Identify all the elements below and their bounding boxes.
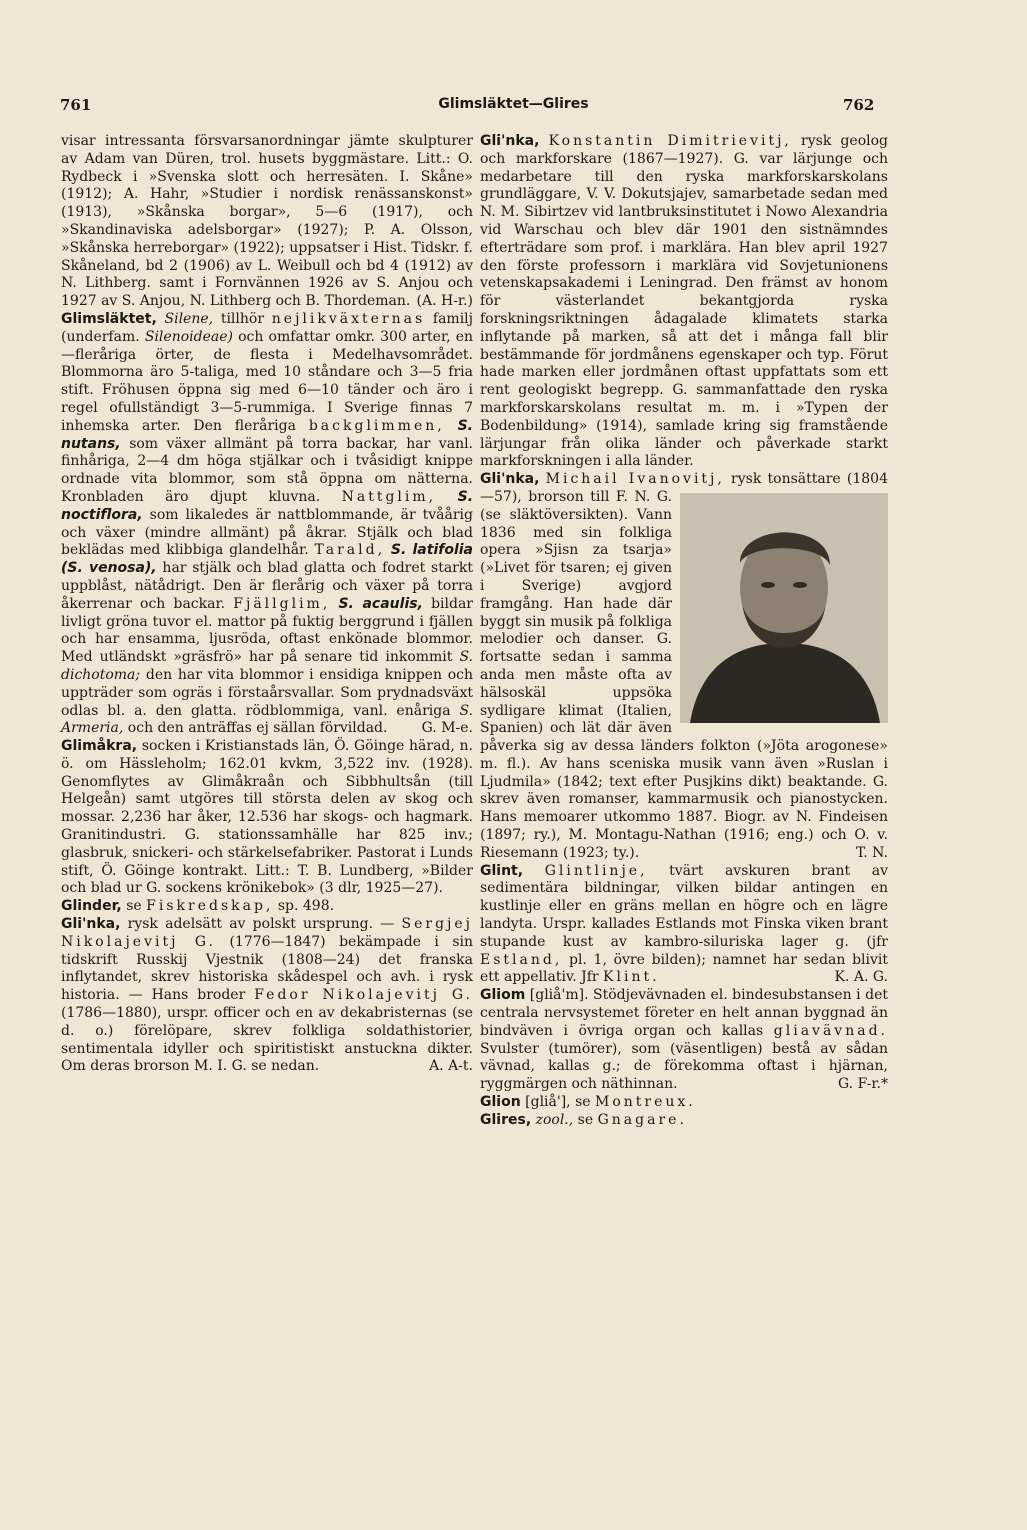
entry-glimakra: Glimåkra, socken i Kristianstads län, Ö. Göinge härad, n. ö. om Hässleholm; 162.01 kvkm, 3,522 inv. (1928). Genomflytes av Glimåkraån och Sibbhultsån (till Helgeån) samt utgöres till största delen av skog och mossar. 2,236 har åker, 12.536 har skogs- och hagmark. Granitindustri. G. stationssamhälle har 825 inv.; glasbruk, snickeri- och stärkelsefabriker. Pastorat i Lunds stift, Ö. Göinge kontrakt. Litt.: T. B. Lundberg, »Bilder och blad ur G. sockens krönikebok» (3 dlr, 1925—27). (61, 738, 473, 897)
entry-glint: Glint, Glintlinje, tvärt avskuren brant av sedimentära bildningar, vilken bildar antingen en kustlinje eller en gräns mellan en högre och en lägre landyta. Urspr. kallades Estlands mot Finska viken brant stupande kust av kambro-siluriska lager g. (jfr Estland, pl. 1, övre bilden); namnet har sedan blivit ett appellativ. Jfr Klint. K. A. G. (480, 862, 889, 986)
signature: (A. H-r.) (416, 293, 473, 310)
entry-gliom: Gliom [gliå'm]. Stödjevävnaden el. bindesubstansen i det centrala nervsystemet företer en helt annan byggnad än bindväven i övriga organ och kallas gliavävnad. Svulster (tumörer), som (väsentligen) bestå av sådan vävnad, kallas g.; de förekomma oftast i hjärnan, ryggmärgen och näthinnan. G. F-r.* (480, 987, 888, 1093)
entry-continuation: visar intressanta försvarsanordningar jämte skulpturer av Adam van Düren, trol. husets byggmästare. Litt.: O. Rydbeck i »Svenska slott och herresäten. I. Skåne» (1912); A. Hahr, »Studier i nordisk renässanskonst» (1913), »Skånska borgar», 5—6 (1917), och »Skandinaviska adelsborgar» (1927); P. A. Olsson, »Skånska herreborgar» (1922); uppsatser i Hist. Tidskr. f. Skåneland, bd 2 (1906) av L. Weibull och bd 4 (1912) av N. Lithberg. samt i Fornvännen 1926 av S. Anjou och 1927 av S. Anjou, N. Lithberg och B. Thordeman. (A. H-r.) (61, 133, 473, 310)
signature: A. A-t. (429, 1058, 473, 1075)
entry-glinka-konstantin: Gli'nka, Konstantin Dimitrievitj, rysk geolog och markforskare (1867—1927). G. var lärjunge och medarbetare till den ryska markforskarskolans grundläggare, V. V. Dokutsjajev, samarbetade sedan med N. M. Sibirtzev vid lantbruksinstitutet i Nowo Alexandria vid Warschau och blev där 1901 den sistnämndes efterträdare som prof. i marklära. Han blev april 1927 den förste professorn i marklära vid Sovjetunionens vetenskapsakademi i Leningrad. Den främst av honom för västerlandet bekantgjorda ryska forskningsriktningen ådagalade klimatets starka inflytande på marken, så att det i många fall blir bestämmande för jordmånens egenskaper och typ. Förut hade marken eller jordmånen oftast uppfattats som ett rent geologiskt begrepp. G. sammanfattade den ryska markforskarskolans resultat m. m. i »Typen der Bodenbildung» (1914), samlade kring sig framstående lärjungar från olika länder och påverkade starkt markforskningen i alla länder. (480, 133, 889, 470)
portrait-illustration (680, 493, 888, 723)
headword: Glinder, (61, 898, 122, 915)
headword: Glimåkra, (61, 738, 138, 755)
headword: Gliom (480, 987, 526, 1004)
right-page-number: 762 (843, 96, 875, 114)
entry-glion: Glion [gliå'], se Montreux. (480, 1094, 696, 1111)
signature: T. N. (856, 844, 888, 861)
running-header: Glimsläktet—Glires (438, 96, 589, 112)
headword: Glires, (480, 1111, 532, 1128)
headword: Glion (480, 1094, 521, 1111)
headword: Gli'nka, (61, 916, 121, 933)
headword: Gli'nka, (480, 471, 540, 488)
signature: K. A. G. (834, 969, 888, 986)
left-page-number: 761 (60, 96, 92, 114)
signature: G. M-e. (421, 720, 473, 737)
right-column (480, 133, 888, 1130)
entry-glinka-family: Gli'nka, rysk adelsätt av polskt ursprung. — Sergjej Nikolajevitj G. (1776—1847) bekämpade i sin tidskrift Russkij Vjestnik (1808—24) det franska inflytandet, skrev historiska skådespel och avh. i rysk historia. — Hans broder Fedor Nikolajevitj G. (1786—1880), urspr. officer och en av dekabristernas (se d. o.) förelöpare, skrev folkliga soldathistorier, sentimentala idyller och spiritistiskt anstuckna dikter. Om deras brorson M. I. G. se nedan. A. A-t. (61, 916, 473, 1075)
entry-glinka-michail: Gli'nka, Michail Ivanovitj, rysk tonsättare (1804—57), brorson till F. N. G. (se släktöversikten). Vann 1836 med sin folkliga opera »Sjisn za tsarja» (»Livet för tsaren; ej given i Sverige) avgjord framgång. Han hade där byggt sin musik på folkliga melodier och danser. G. fortsatte sedan i samma anda men måste ofta av hälsoskäl uppsöka sydligare klimat (Italien, Spanien) och lät där även påverka sig av dessa länders folkton (»Jöta arogonese» m. fl.). Av hans sceniska musik vann även »Ruslan i Ljudmila» (1842; text efter Pusjkins dikt) beaktande. G. skrev även romanser, kammarmusik och pianostycken. Hans memoarer utkommo 1887. Biogr. av N. Findeisen (1897; ry.), M. Montagu-Nathan (1916; eng.) och O. v. Riesemann (1923; ty.). T. N. (480, 471, 888, 861)
headword: Glint, (480, 862, 524, 879)
signature: G. F-r.* (837, 1076, 888, 1093)
headword: Glimsläktet, (61, 310, 157, 327)
entry-glinder: Glinder, se Fiskredskap, sp. 498. (61, 898, 335, 915)
portrait-image (680, 493, 888, 723)
entry-glires: Glires, zool., se Gnagare. (480, 1111, 687, 1128)
left-column (61, 133, 473, 1076)
headword: Gli'nka, (480, 133, 540, 149)
entry-glimslaktet: Glimsläktet, Silene, tillhör nejlikväxternas familj (underfam. Silenoideae) och omfattar omkr. 300 arter, en—fleråriga örter, de flesta i Medelhavsområdet. Blommorna äro 5-taliga, med 10 ståndare och 3—5 fria stift. Fröhusen öppna sig med 6—10 tänder och äro i regel ofullständigt 3—5-rummiga. I Sverige finnas 7 inhemska arter. Den fleråriga backglimmen, S. nutans, som växer allmänt på torra backar, har vanl. finhåriga, 2—4 dm höga stjälkar och i tvåsidigt knippe ordnade vita blommor, som stå öppna om nätterna. Kronbladen äro djupt kluvna. Nattglim, S. noctiflora, som likaledes är nattblommande, är tvåårig och växer (mindre allmänt) på åkrar. Stjälk och blad beklädas med klibbiga glandelhår. Tarald, S. latifolia (S. venosa), har stjälk och blad glatta och fodret starkt uppblåst, nätådrigt. Den är flerårig och växer på torra åkerrenar och backar. Fjällglim, S. acaulis, bildar livligt gröna tuvor el. mattor på fuktig berggrund i fjällen och har ensamma, ljusröda, oftast enkönade blommor. Med utländskt »gräsfrö» har på senare tid inkommit S. dichotoma; den har vita blommor i ensidiga knippen och uppträder som ogräs i förstaårsvallar. Som prydnadsväxt odlas bl. a. den glatta. rödblommiga, vanl. enåriga S. Armeria, och den anträffas ej sällan förvildad. G. M-e. (61, 310, 474, 737)
